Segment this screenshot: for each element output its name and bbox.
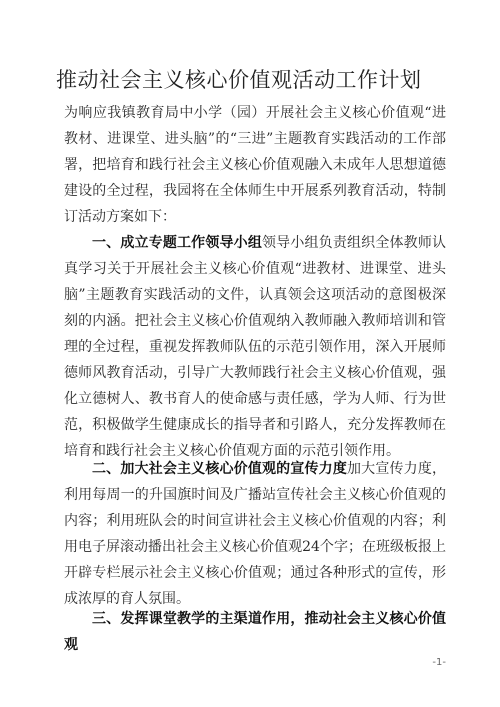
paragraph-intro-text: 为响应我镇教育局中小学（园）开展社会主义核心价值观“进教材、进课堂、进头脑”的“三进”主题教育实践活动的工作部署，把培育和践行社会主义核心价值观融入未成年人思想道德建设的全过程，我园将在全体师生中开展系列教育活动，特制订活动方案如下： bbox=[64, 105, 446, 225]
section-2-text: 加大宣传力度，利用每周一的升国旗时间及广播站宣传社会主义核心价值观的内容；利用班队会的时间宣讲社会主义核心价值观的内容；利用电子屏滚动播出社会主义核心价值观24个字；在班级板报上开辟专栏展示社会主义核心价值观；通过各种形式的宣传，形成浓厚的育人氛围。 bbox=[64, 461, 446, 607]
section-1-heading: 一、成立专题工作领导小组 bbox=[92, 235, 262, 251]
document-title: 推动社会主义核心价值观活动工作计划 bbox=[56, 68, 422, 92]
section-1-text: 领导小组负责组织全体教师认真学习关于开展社会主义核心价值观“进教材、进课堂、进头脑”主题教育实践活动的文件，认真领会这项活动的意图极深刻的内涵。把社会主义核心价值观纳入教师融入教师培训和管理的全过程，重视发挥教师队伍的示范引领作用，深入开展师德师风教育活动，引导广大教师践行社会主义核心价值观，强化立德树人、教书育人的使命感与责任感，学为人师、行为世范，积极做学生健康成长的指导者和引路人，充分发挥教师在培育和践行社会主义核心价值观方面的示范引领作用。 bbox=[64, 235, 446, 459]
paragraph-section-1 bbox=[64, 230, 446, 464]
section-2-heading: 二、加大社会主义核心价值观的宣传力度 bbox=[92, 461, 347, 477]
page-number: -1- bbox=[432, 657, 446, 668]
section-3-heading: 三、发挥课堂教学的主渠道作用，推动社会主义核心价值观 bbox=[64, 611, 446, 653]
paragraph-section-2 bbox=[64, 456, 446, 612]
paragraph-section-3 bbox=[64, 606, 446, 658]
paragraph-intro bbox=[64, 100, 446, 230]
